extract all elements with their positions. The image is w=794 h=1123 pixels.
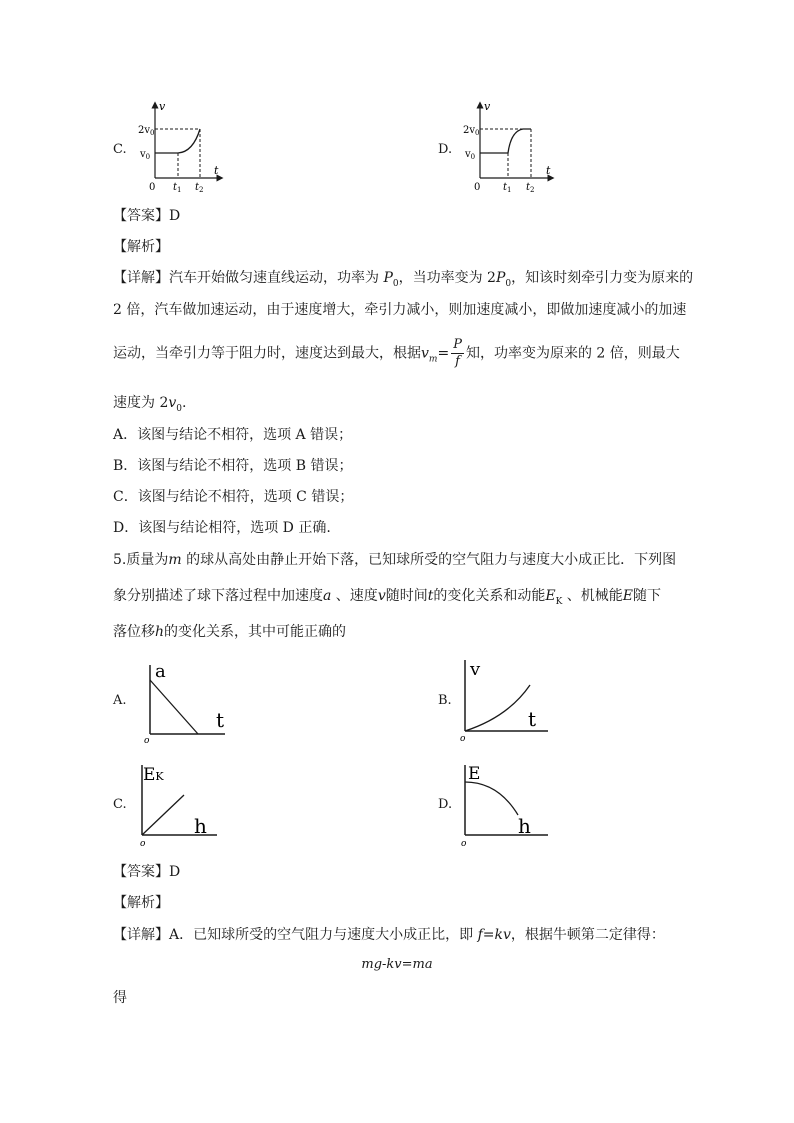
graph-c-ekh bbox=[132, 760, 242, 850]
svg-text:t1: $t_1$ bbox=[173, 182, 182, 194]
svg-text:o: o bbox=[460, 734, 466, 744]
graph-c-vt bbox=[138, 100, 238, 195]
graph-d-vt bbox=[463, 100, 563, 195]
svg-text:a: a bbox=[155, 661, 166, 682]
svg-text:v: v bbox=[470, 659, 481, 680]
svg-text:v0: $v_0$ bbox=[465, 149, 476, 161]
q5-option-d-label: D. bbox=[438, 797, 453, 812]
q5-option-a-label: A. bbox=[113, 693, 127, 708]
q5-line-2: 象分别描述了球下落过程中加速度a 、速度v随时间t的变化关系和动能$E_K$ 、机械能E随下 bbox=[113, 588, 662, 607]
c-y-axis: v bbox=[159, 100, 166, 113]
svg-text:0: 0 bbox=[474, 182, 481, 193]
svg-text:h: h bbox=[518, 814, 531, 838]
option-a-result: A．该图与结论不相符，选项 A 错误； bbox=[113, 427, 353, 443]
svg-text:2v0: $2v_0$ bbox=[463, 125, 480, 137]
svg-text:0: 0 bbox=[149, 182, 156, 193]
svg-text:v: v bbox=[484, 100, 491, 113]
q5-line-1: 5.质量为m 的球从高处由静止开始下落，已知球所受的空气阻力与速度大小成正比．下列图 bbox=[113, 552, 677, 568]
svg-text:o: o bbox=[461, 839, 467, 849]
fraction-p-over-f: $\frac{P}{f}$ bbox=[453, 337, 462, 369]
svg-text:o: o bbox=[144, 736, 150, 745]
option-b-result: B．该图与结论不相符，选项 B 错误； bbox=[113, 458, 353, 474]
detail-line-3: 运动，当牵引力等于阻力时，速度达到最大，根据$v_m=$ $\frac{P}{f}$ 知，功率变为原来的 2 倍，则最大 bbox=[113, 337, 680, 369]
svg-text:2v0: $2v_0$ bbox=[138, 125, 155, 137]
svg-text:t: t bbox=[216, 708, 225, 732]
answer-1: 【答案】D bbox=[113, 208, 181, 224]
detail-line-1: 【详解】汽车开始做匀速直线运动，功率为 $P_0$，当功率变为 $2P_0$，知该时刻牵引力变为原来的 bbox=[113, 270, 694, 289]
answer-2: 【答案】D bbox=[113, 864, 181, 880]
detail-line-2: 2 倍，汽车做加速运动，由于速度增大，牵引力减小，则加速度减小，即做加速度减小的加速 bbox=[113, 302, 687, 318]
graph-d-eh bbox=[458, 760, 568, 850]
svg-text:h: h bbox=[194, 814, 207, 838]
svg-text:t: t bbox=[528, 707, 537, 731]
analysis-1: 【解析】 bbox=[113, 239, 169, 255]
equation-newton: mg-kv=ma bbox=[361, 957, 433, 972]
detail-line-4: 速度为 $2v_0$. bbox=[113, 395, 187, 414]
graph-a-at bbox=[140, 660, 250, 745]
svg-text:E: E bbox=[468, 764, 481, 784]
q5-option-b-label: B. bbox=[438, 693, 452, 708]
detail2-line-1: 【详解】A．已知球所受的空气阻力与速度大小成正比，即 f=kv，根据牛顿第二定律得： bbox=[113, 927, 665, 943]
graph-b-vt bbox=[458, 655, 568, 745]
svg-text:v0: $v_0$ bbox=[140, 149, 151, 161]
last-line: 得 bbox=[113, 990, 127, 1006]
svg-text:t2: $t_2$ bbox=[526, 182, 535, 194]
option-c-result: C．该图与结论不相符，选项 C 错误； bbox=[113, 489, 354, 505]
q5-line-3: 落位移h的变化关系，其中可能正确的 bbox=[113, 624, 347, 640]
option-d-label: D. bbox=[438, 142, 453, 157]
svg-text:t2: $t_2$ bbox=[195, 182, 204, 194]
analysis-2: 【解析】 bbox=[113, 895, 169, 911]
svg-text:t1: $t_1$ bbox=[503, 182, 512, 194]
svg-text:t: t bbox=[546, 164, 551, 177]
option-d-result: D．该图与结论相符，选项 D 正确. bbox=[113, 520, 331, 536]
svg-text:t: t bbox=[214, 164, 219, 177]
svg-text:EK: EK bbox=[143, 765, 164, 785]
svg-text:o: o bbox=[140, 839, 146, 849]
q5-option-c-label: C. bbox=[113, 797, 127, 812]
option-c-label: C. bbox=[113, 142, 127, 157]
